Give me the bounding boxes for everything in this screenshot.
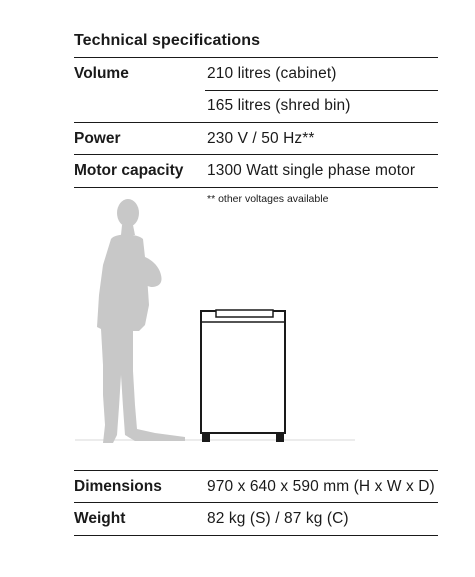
weight-label: Weight (74, 510, 126, 527)
size-comparison-illustration (75, 195, 375, 450)
power-label: Power (74, 130, 121, 147)
section-title: Technical specifications (74, 32, 261, 49)
weight-value: 82 kg (S) / 87 kg (C) (207, 510, 349, 527)
divider (74, 535, 438, 536)
motor-capacity-value: 1300 Watt single phase motor (207, 162, 416, 179)
motor-capacity-label: Motor capacity (74, 162, 184, 179)
divider (74, 57, 438, 58)
dimensions-value: 970 x 640 x 590 mm (H x W x D) (207, 478, 435, 495)
person-silhouette-icon (97, 199, 185, 443)
voltage-footnote: ** other voltages available (207, 193, 329, 205)
volume-shred-bin-value: 165 litres (shred bin) (207, 97, 351, 114)
divider (74, 470, 438, 471)
divider (74, 154, 438, 155)
divider (74, 122, 438, 123)
shredder-cabinet-icon (201, 310, 285, 442)
power-value: 230 V / 50 Hz** (207, 130, 315, 147)
divider (205, 90, 438, 91)
floor-shadow (75, 439, 355, 441)
volume-label: Volume (74, 65, 129, 82)
volume-cabinet-value: 210 litres (cabinet) (207, 65, 337, 82)
divider (74, 502, 438, 503)
dimensions-label: Dimensions (74, 478, 162, 495)
divider (74, 187, 438, 188)
